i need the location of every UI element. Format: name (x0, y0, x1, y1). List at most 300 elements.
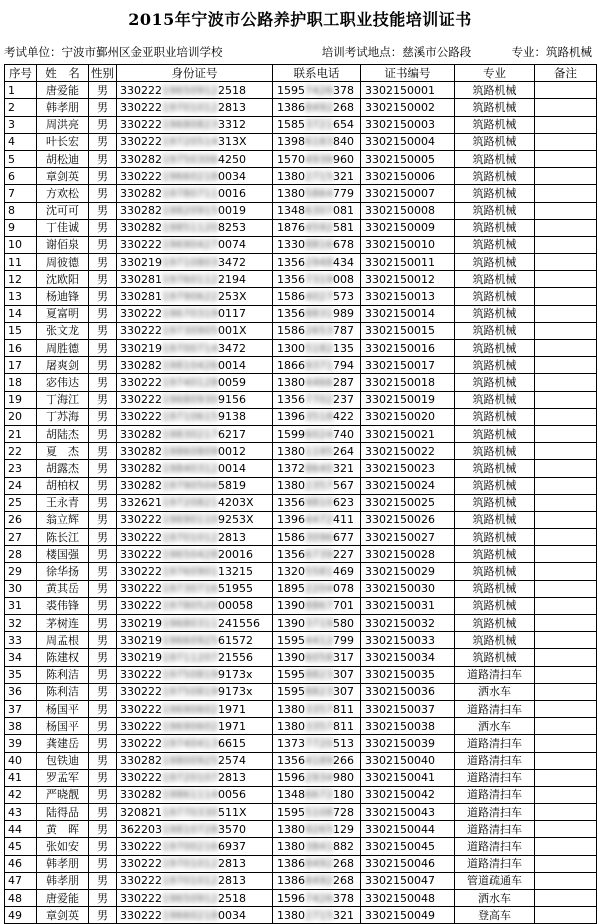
id-prefix: 330222 (120, 238, 162, 252)
phone-prefix: 1595 (277, 668, 305, 682)
row-phone-cell (273, 168, 361, 185)
row-no-cell (5, 236, 37, 253)
row-major-cell (455, 821, 535, 838)
row-cert-cell (361, 735, 455, 752)
row-note-cell (535, 580, 597, 597)
row-gender: 男 (97, 668, 108, 682)
phone-masked: 3357 (305, 702, 333, 716)
row-major: 筑路机械 (472, 204, 517, 218)
row-gender-cell (89, 99, 117, 116)
row-id-cell (117, 718, 273, 735)
row-name-cell (37, 254, 89, 271)
row-major-cell (455, 804, 535, 821)
row-phone-cell (273, 563, 361, 580)
row-cert: 3302150005 (365, 152, 435, 166)
row-phone-cell (273, 666, 361, 683)
phone-prefix: 1596 (277, 891, 305, 905)
row-cert-cell (361, 615, 455, 632)
row-phone-cell (273, 752, 361, 769)
id-prefix: 330222 (120, 891, 162, 905)
row-id-cell (117, 219, 273, 236)
phone-masked: 5108 (305, 805, 333, 819)
row-cert-cell (361, 632, 455, 649)
phone-masked: 8823 (305, 685, 333, 699)
row-major-cell (455, 185, 535, 202)
row-major-cell (455, 116, 535, 133)
row-gender-cell (89, 872, 117, 889)
row-name: 章剑英 (46, 169, 79, 183)
id-masked: 19750819 (162, 685, 218, 699)
row-name: 唐爱能 (46, 891, 79, 905)
phone-prefix: 1300 (277, 341, 305, 355)
row-major: 道路清扫车 (467, 668, 522, 682)
row-major: 筑路机械 (472, 547, 517, 561)
row-gender-cell (89, 408, 117, 425)
row-name: 胡露杰 (46, 461, 79, 475)
row-phone-cell (273, 408, 361, 425)
row-id-cell (117, 735, 273, 752)
row-id-cell (117, 443, 273, 460)
row-gender: 男 (97, 582, 108, 596)
id-suffix: 3312 (218, 118, 246, 132)
id-masked: 19820915 (162, 204, 218, 218)
id-prefix: 330222 (120, 393, 162, 407)
id-masked: 19680311 (162, 616, 218, 630)
phone-masked: 8640 (305, 461, 333, 475)
row-phone-cell (273, 236, 361, 253)
row-major-cell (455, 305, 535, 322)
phone-masked: 3719 (305, 616, 333, 630)
row-id-cell (117, 632, 273, 649)
row-cert-cell (361, 305, 455, 322)
info-bar (0, 40, 600, 64)
row-cert-cell (361, 168, 455, 185)
row-id-cell (117, 683, 273, 700)
phone-suffix: 677 (333, 530, 354, 544)
exam-place: 培训考试地点：慈溪市公路段 (321, 45, 472, 59)
row-cert: 3302150037 (365, 702, 435, 716)
phone-prefix: 1380 (277, 702, 305, 716)
row-no-cell (5, 907, 37, 924)
phone-suffix: 573 (333, 290, 354, 304)
row-note-cell (535, 460, 597, 477)
row-no: 15 (8, 324, 22, 338)
row-no-cell (5, 597, 37, 614)
row-cert: 3302150046 (365, 857, 435, 871)
row-cert: 3302150027 (365, 530, 435, 544)
row-note-cell (535, 391, 597, 408)
row-note-cell (535, 305, 597, 322)
row-note-cell (535, 683, 597, 700)
row-cert: 3302150035 (365, 668, 435, 682)
phone-prefix: 1585 (277, 118, 305, 132)
id-suffix: 9138 (218, 410, 246, 424)
row-name: 杨国平 (46, 702, 79, 716)
row-gender: 男 (97, 633, 108, 647)
row-cert-cell (361, 82, 455, 99)
row-no-cell (5, 254, 37, 271)
row-name-cell (37, 821, 89, 838)
phone-masked: 9265 (305, 822, 333, 836)
id-masked: 19790504 (162, 479, 218, 493)
row-gender-cell (89, 529, 117, 546)
row-major-cell (455, 838, 535, 855)
table-row (5, 477, 597, 494)
phone-suffix: 422 (333, 410, 354, 424)
id-masked: 19690427 (162, 238, 218, 252)
id-prefix: 330222 (120, 857, 162, 871)
phone-prefix: 1595 (277, 633, 305, 647)
phone-masked: 8816 (305, 238, 333, 252)
phone-suffix: 567 (333, 479, 354, 493)
phone-prefix: 1356 (277, 754, 305, 768)
id-masked: 19650428 (162, 547, 218, 561)
row-note-cell (535, 529, 597, 546)
phone-suffix: 654 (333, 118, 354, 132)
row-gender: 男 (97, 599, 108, 613)
row-no-cell (5, 322, 37, 339)
specialty: 专业：筑路机械 (511, 45, 592, 59)
phone-prefix: 1586 (277, 530, 305, 544)
table-row (5, 408, 597, 425)
phone-suffix: 960 (333, 152, 354, 166)
row-major-cell (455, 769, 535, 786)
row-name: 宓伟达 (46, 375, 79, 389)
row-gender-cell (89, 202, 117, 219)
row-phone-cell (273, 890, 361, 907)
row-cert: 3302150048 (365, 891, 435, 905)
row-gender: 男 (97, 100, 108, 114)
id-masked: 19740128 (162, 375, 218, 389)
row-gender: 男 (97, 822, 108, 836)
row-name: 陈利洁 (46, 685, 79, 699)
id-prefix: 330222 (120, 410, 162, 424)
row-no-cell (5, 99, 37, 116)
row-no: 3 (8, 118, 15, 132)
table-row (5, 855, 597, 872)
row-name-cell (37, 735, 89, 752)
phone-masked: 2204 (305, 582, 333, 596)
phone-masked: 4592 (305, 221, 333, 235)
row-phone-cell (273, 494, 361, 511)
row-note-cell (535, 563, 597, 580)
row-id-cell (117, 305, 273, 322)
phone-suffix: 779 (333, 186, 354, 200)
row-note-cell (535, 236, 597, 253)
row-major-cell (455, 511, 535, 528)
table-row (5, 649, 597, 666)
row-note-cell (535, 408, 597, 425)
row-major: 筑路机械 (472, 633, 517, 647)
row-gender-cell (89, 511, 117, 528)
row-name-cell (37, 855, 89, 872)
table-row (5, 872, 597, 889)
row-major-cell (455, 855, 535, 872)
row-major: 登高车 (478, 908, 511, 922)
row-id-cell (117, 615, 273, 632)
row-cert-cell (361, 546, 455, 563)
row-cert: 3302150008 (365, 204, 435, 218)
row-id-cell (117, 649, 273, 666)
id-suffix: 0016 (218, 186, 246, 200)
phone-prefix: 1386 (277, 874, 305, 888)
id-suffix: 3570 (218, 822, 246, 836)
phone-prefix: 1586 (277, 290, 305, 304)
row-gender-cell (89, 821, 117, 838)
row-gender-cell (89, 666, 117, 683)
phone-suffix: 989 (333, 307, 354, 321)
id-masked: 19710615 (162, 410, 218, 424)
row-no-cell (5, 855, 37, 872)
row-note-cell (535, 477, 597, 494)
row-cert-cell (361, 683, 455, 700)
row-major-cell (455, 150, 535, 167)
row-major: 洒水车 (478, 891, 511, 905)
row-phone-cell (273, 425, 361, 442)
id-suffix: 3472 (218, 255, 246, 269)
row-major-cell (455, 391, 535, 408)
header-phone: 联系电话 (273, 65, 361, 82)
row-name-cell (37, 150, 89, 167)
id-suffix: 4203X (218, 496, 254, 510)
phone-prefix: 1380 (277, 479, 305, 493)
row-major-cell (455, 872, 535, 889)
row-phone-cell (273, 443, 361, 460)
id-masked: 19851120 (162, 221, 218, 235)
row-major: 筑路机械 (472, 255, 517, 269)
row-cert-cell (361, 821, 455, 838)
phone-prefix: 1390 (277, 599, 305, 613)
phone-masked: 7702 (305, 393, 333, 407)
row-no: 2 (8, 100, 15, 114)
row-gender: 男 (97, 719, 108, 733)
phone-masked: 3721 (305, 118, 333, 132)
row-no-cell (5, 477, 37, 494)
table-row (5, 580, 597, 597)
id-suffix: 2813 (218, 100, 246, 114)
row-cert-cell (361, 855, 455, 872)
id-suffix: 0034 (218, 169, 246, 183)
row-name-cell (37, 99, 89, 116)
table-row (5, 666, 597, 683)
row-name-cell (37, 391, 89, 408)
phone-prefix: 1398 (277, 135, 305, 149)
row-no-cell (5, 666, 37, 683)
row-phone-cell (273, 529, 361, 546)
row-major-cell (455, 82, 535, 99)
id-prefix: 330282 (120, 444, 162, 458)
phone-masked: 6058 (305, 650, 333, 664)
row-gender-cell (89, 168, 117, 185)
phone-prefix: 1595 (277, 83, 305, 97)
row-gender-cell (89, 632, 117, 649)
row-id-cell (117, 288, 273, 305)
row-gender-cell (89, 804, 117, 821)
row-cert-cell (361, 357, 455, 374)
row-no: 21 (8, 427, 22, 441)
row-major: 筑路机械 (472, 530, 517, 544)
row-id-cell (117, 563, 273, 580)
row-name-cell (37, 752, 89, 769)
phone-suffix: 980 (333, 771, 354, 785)
id-prefix: 330282 (120, 479, 162, 493)
row-name: 夏 杰 (46, 444, 79, 458)
row-id-cell (117, 511, 273, 528)
row-gender: 男 (97, 771, 108, 785)
phone-suffix: 321 (333, 169, 354, 183)
row-phone-cell (273, 649, 361, 666)
row-name: 严晓靓 (46, 788, 79, 802)
table-row (5, 615, 597, 632)
row-name-cell (37, 718, 89, 735)
row-gender-cell (89, 322, 117, 339)
table-row (5, 391, 597, 408)
phone-prefix: 1373 (277, 736, 305, 750)
row-gender-cell (89, 477, 117, 494)
row-note-cell (535, 700, 597, 717)
header-gender: 性别 (89, 65, 117, 82)
id-masked: 19790622 (162, 290, 218, 304)
row-major-cell (455, 374, 535, 391)
table-row (5, 185, 597, 202)
phone-prefix: 1356 (277, 547, 305, 561)
row-phone-cell (273, 872, 361, 889)
row-note-cell (535, 425, 597, 442)
row-name: 丁佳诚 (46, 221, 79, 235)
row-gender-cell (89, 443, 117, 460)
phone-masked: 9371 (305, 358, 333, 372)
id-masked: 19740413 (162, 736, 218, 750)
row-major-cell (455, 460, 535, 477)
row-major-cell (455, 357, 535, 374)
row-note-cell (535, 116, 597, 133)
id-masked: 19750819 (162, 668, 218, 682)
id-suffix: 0012 (218, 444, 246, 458)
row-major-cell (455, 236, 535, 253)
row-major-cell (455, 615, 535, 632)
phone-prefix: 1356 (277, 255, 305, 269)
row-no: 43 (8, 805, 22, 819)
id-masked: 19730716 (162, 582, 218, 596)
row-id-cell (117, 116, 273, 133)
row-phone-cell (273, 580, 361, 597)
row-phone-cell (273, 804, 361, 821)
id-masked: 19720514 (162, 135, 218, 149)
row-cert-cell (361, 580, 455, 597)
table-row (5, 890, 597, 907)
row-cert-cell (361, 700, 455, 717)
row-cert: 3302150030 (365, 582, 435, 596)
id-masked: 19810728 (162, 822, 218, 836)
id-masked: 19760112 (162, 272, 218, 286)
row-name-cell (37, 804, 89, 821)
table-row (5, 563, 597, 580)
row-phone-cell (273, 632, 361, 649)
row-name-cell (37, 460, 89, 477)
row-note-cell (535, 99, 597, 116)
table-row (5, 838, 597, 855)
row-id-cell (117, 460, 273, 477)
row-cert: 3302150017 (365, 358, 435, 372)
table-row (5, 718, 597, 735)
row-major-cell (455, 752, 535, 769)
phone-masked: 8492 (305, 874, 333, 888)
id-suffix: 2518 (218, 83, 246, 97)
id-suffix: 9253X (218, 513, 254, 527)
row-gender: 男 (97, 840, 108, 854)
id-prefix: 320821 (120, 805, 162, 819)
phone-prefix: 1380 (277, 169, 305, 183)
id-suffix: 2813 (218, 857, 246, 871)
phone-prefix: 1386 (277, 857, 305, 871)
row-cert-cell (361, 477, 455, 494)
table-row (5, 374, 597, 391)
phone-suffix: 317 (333, 650, 354, 664)
row-no: 14 (8, 307, 22, 321)
row-no-cell (5, 357, 37, 374)
row-cert: 3302150022 (365, 444, 435, 458)
id-prefix: 330282 (120, 788, 162, 802)
table-row (5, 322, 597, 339)
id-suffix: 001X (218, 324, 247, 338)
row-major: 筑路机械 (472, 186, 517, 200)
id-suffix: 9156 (218, 393, 246, 407)
phone-suffix: 008 (333, 272, 354, 286)
phone-suffix: 307 (333, 668, 354, 682)
row-cert: 3302150043 (365, 805, 435, 819)
row-phone-cell (273, 116, 361, 133)
row-cert-cell (361, 666, 455, 683)
phone-masked: 8823 (305, 668, 333, 682)
table-body (5, 82, 597, 924)
row-major-cell (455, 202, 535, 219)
row-no: 31 (8, 599, 22, 613)
phone-suffix: 811 (333, 702, 354, 716)
row-gender: 男 (97, 135, 108, 149)
row-name: 陈建权 (46, 650, 79, 664)
row-phone-cell (273, 357, 361, 374)
row-gender: 男 (97, 461, 108, 475)
row-name: 方欢松 (46, 186, 79, 200)
row-gender: 男 (97, 169, 108, 183)
id-suffix: 13215 (218, 565, 253, 579)
phone-prefix: 1570 (277, 152, 305, 166)
row-no-cell (5, 408, 37, 425)
row-name-cell (37, 425, 89, 442)
row-name: 胡松迪 (46, 152, 79, 166)
header-note: 备注 (535, 65, 597, 82)
id-masked: 19720107 (162, 771, 218, 785)
id-prefix: 330222 (120, 547, 162, 561)
row-cert: 3302150013 (365, 290, 435, 304)
id-prefix: 330222 (120, 307, 162, 321)
row-major-cell (455, 425, 535, 442)
row-major: 道路清扫车 (467, 702, 522, 716)
row-id-cell (117, 357, 273, 374)
id-suffix: 9173x (218, 685, 253, 699)
row-no: 25 (8, 496, 22, 510)
table-row (5, 443, 597, 460)
row-phone-cell (273, 735, 361, 752)
row-name-cell (37, 322, 89, 339)
phone-suffix: 623 (333, 496, 354, 510)
row-no: 13 (8, 290, 22, 304)
row-note-cell (535, 133, 597, 150)
row-gender-cell (89, 855, 117, 872)
row-major: 道路清扫车 (467, 805, 522, 819)
row-name-cell (37, 305, 89, 322)
row-no-cell (5, 735, 37, 752)
